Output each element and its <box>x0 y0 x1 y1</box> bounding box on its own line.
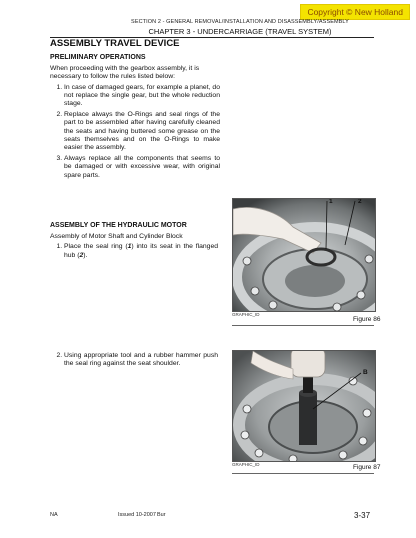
ref-2: 2 <box>79 251 84 259</box>
list-item: 2. Using appropriate tool and a rubber hammer push the seal ring against the seat shoulder. <box>64 352 218 368</box>
header-section: SECTION 2 - GENERAL REMOVAL/INSTALLATION AND DISASSEMBLY/ASSEMBLY <box>131 19 349 25</box>
list-item: 2. Replace always the O-Rings and seal rings of the part to be assembled after having carefully cleaned the seats and having buttered some grease on the seats themselves and on the O-Rings to make easier the assembly. <box>64 111 220 152</box>
figure-87-caption: Figure 87 <box>353 464 381 471</box>
hydraulic-intro: Assembly of Motor Shaft and Cylinder Block <box>50 233 183 241</box>
hydraulic-step1-list <box>50 243 218 259</box>
list-item: 1. Place the seal ring (1) into its seat in the flanged hub (2). <box>64 243 218 259</box>
figure-87-photo <box>232 350 376 462</box>
footer-language: Bur <box>157 512 166 518</box>
callout-b: B <box>363 369 368 376</box>
figure-86-code: GRAPHIC_ID <box>232 312 260 317</box>
footer-region: NA <box>50 512 58 518</box>
figure-87-rule <box>232 473 374 474</box>
page-number: 3-37 <box>354 511 371 520</box>
figure-87-image <box>233 351 375 461</box>
preliminary-list <box>50 84 220 180</box>
figure-86-caption: Figure 86 <box>353 316 381 323</box>
figure-87-code: GRAPHIC_ID <box>232 462 260 467</box>
hydraulic-heading: ASSEMBLY OF THE HYDRAULIC MOTOR <box>50 222 187 229</box>
footer-issued: Issued 10-2007 <box>118 512 156 518</box>
preliminary-heading: PRELIMINARY OPERATIONS <box>50 54 146 61</box>
figure-86-image <box>233 199 375 311</box>
callout-1: 1 <box>329 198 333 205</box>
figure-86-photo <box>232 198 376 312</box>
hydraulic-step2-block <box>50 350 218 371</box>
preliminary-intro: When proceeding with the gearbox assembly, it is necessary to follow the rules listed below: <box>50 65 200 81</box>
header-chapter: CHAPTER 3 - UNDERCARRIAGE (TRAVEL SYSTEM) <box>148 27 332 36</box>
ref-1: 1 <box>127 243 132 251</box>
list-item: 1. In case of damaged gears, for example a planet, do not replace the single gear, but the whole reduction stage. <box>64 84 220 109</box>
list-item: 3. Always replace all the components that seems to be damaged or with excessive wear, with original spare parts. <box>64 155 220 180</box>
hydraulic-section <box>50 222 218 263</box>
copyright-badge: Copyright © New Holland <box>300 4 410 20</box>
hydraulic-step2-list <box>50 352 218 368</box>
page-title: ASSEMBLY TRAVEL DEVICE <box>50 38 180 49</box>
callout-2: 2 <box>358 198 362 205</box>
preliminary-section <box>50 54 220 183</box>
figure-86-rule <box>232 325 374 326</box>
